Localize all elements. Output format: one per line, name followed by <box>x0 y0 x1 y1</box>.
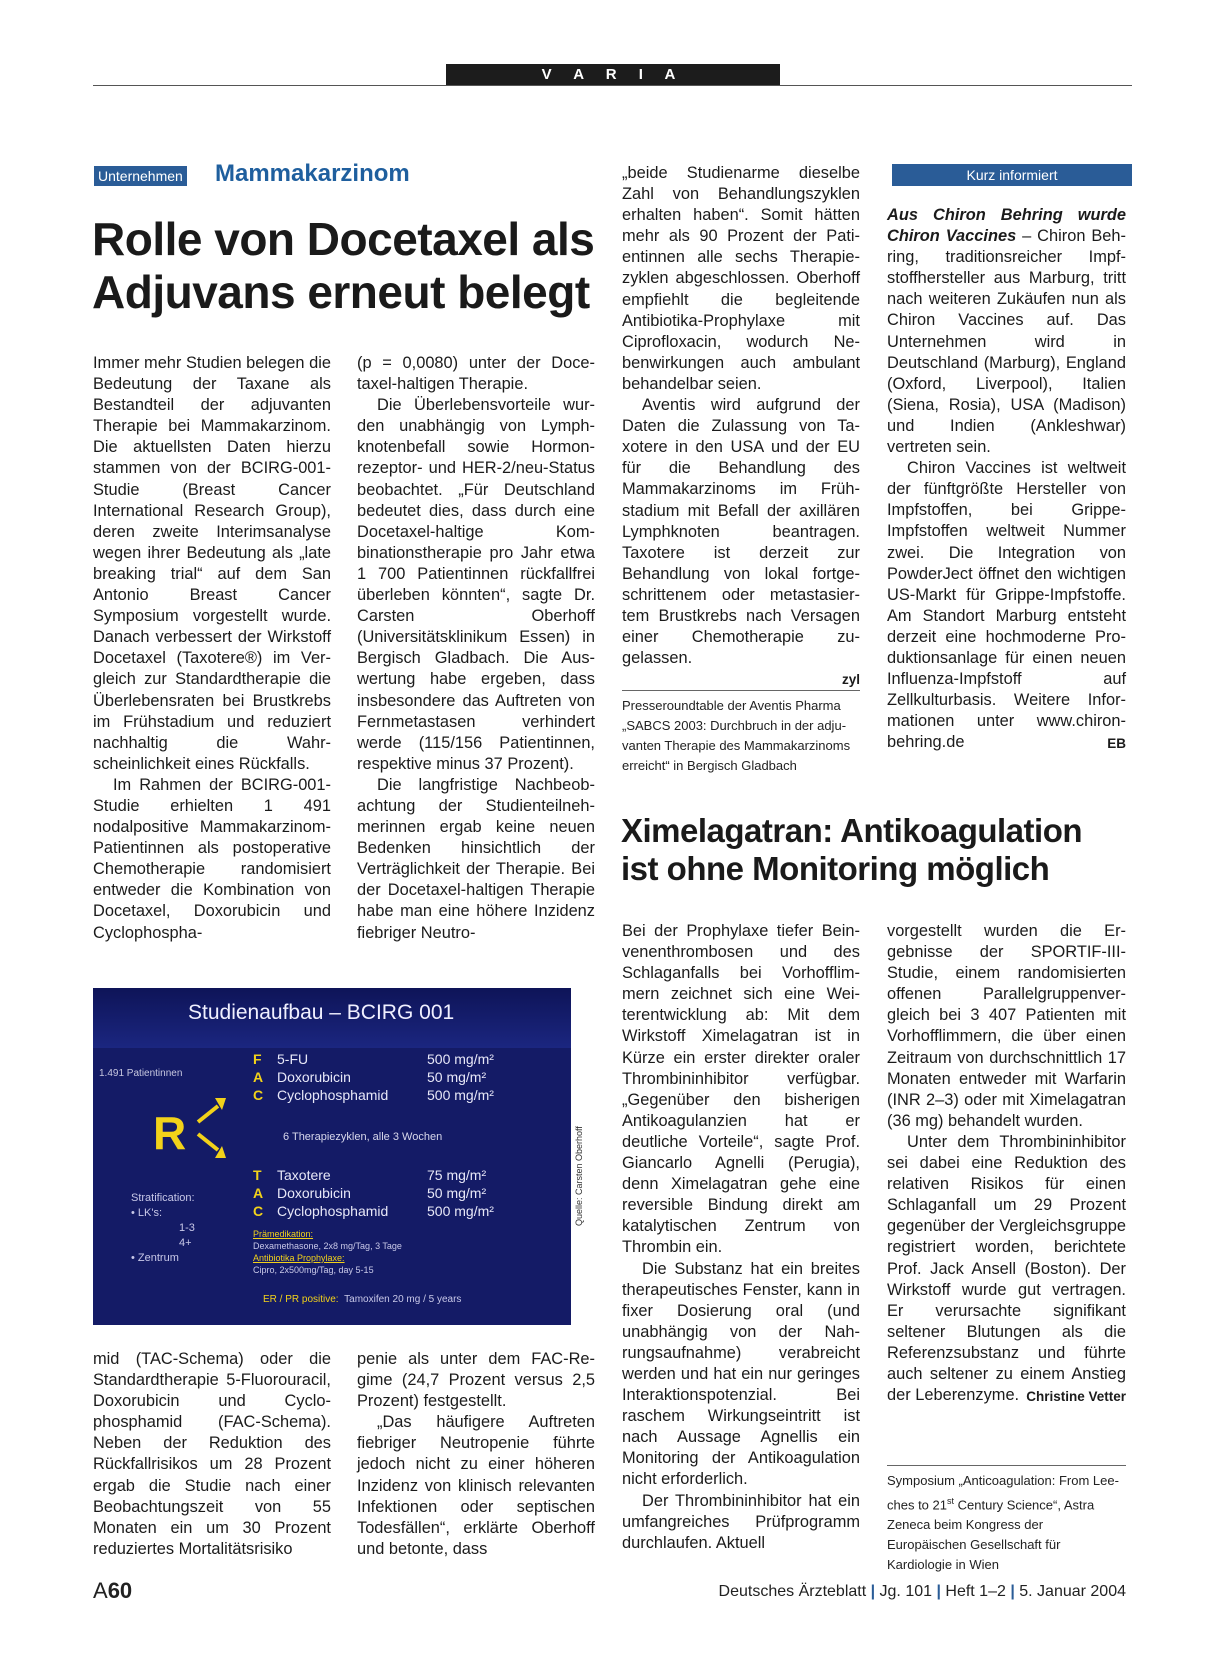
stratification: Stratification: • LK's: 1-3 4+ • Zentrum <box>131 1192 195 1264</box>
source-rule <box>887 1465 1126 1466</box>
randomization-label: R <box>153 1107 187 1159</box>
fac-arm <box>253 1050 553 1104</box>
premedication: Prämedikation: Dexamethasone, 2x8 mg/Tag, 3 Tage Antibiotika Prophylaxe: Cipro, 2x500mg/Tag, day 5-15 <box>253 1229 402 1275</box>
paragraph: (p = 0,0080) unter der Docetaxel-haltigen Therapie. <box>357 354 595 394</box>
article2-source: Symposium „Anticoagulation: From Leeches to 21st Century Science“, Astra Zeneca beim Kongress der Europäischen Gesellschaft für Kardiologie in Wien <box>887 1473 1119 1573</box>
kurz-lead: Aus Chiron Behring wurde Chiron Vaccines <box>887 206 1126 246</box>
paragraph: Die Überlebensvorteile wurden unabhängig von Lymphknotenbefall sowie Hormonrezeptor- und HER-2/neu-Status beobachtet. „Für Deutschland bedeutet dies, dass durch eine Docetaxel-haltige Kombinationstherapie pro Jahr etwa 1 700 Patientinnen rückfallfrei überleben könnten“, sagte Dr. Carsten Oberhoff (Universitätsklinikum Essen) in Bergisch Gladbach. Die Auswertung habe ergeben, dass insbesondere das Auftreten von Fernmetastasen verhindert werde (115/156 Patientinnen, respektive minus 37 Prozent). <box>357 396 595 773</box>
article-headline: Rolle von Docetaxel als Adjuvans erneut belegt <box>92 213 595 318</box>
figure-credit: Quelle: Carsten Oberhoff <box>574 1126 584 1226</box>
figure-patients: 1.491 Patientinnen <box>99 1068 183 1079</box>
paragraph: Die langfristige Nachbeobachtung der Studienteilnehmerinnen ergab keine neuen Bedenken hinsichtlich der Verträglichkeit der Therapie. Bei der Docetaxel-haltigen Therapie habe man eine höhere Inzidenz fiebriger Neutro- <box>357 775 595 942</box>
article1-column-3 <box>622 163 860 690</box>
kurz-informiert-header: Kurz informiert <box>892 164 1132 186</box>
paragraph: Unter dem Thrombininhibitor sei dabei eine Reduktion des relativen Risikos für einen Schlaganfall um 29 Prozent gegenüber der Vergleichsgruppe registriert worden, berichtete Prof. Jack Ansell (Boston). Der Wirkstoff wurde gut vertragen. Er verursachte signifikant seltener Blutungen als die Referenzsubstanz und führte auch seltener zu einem Anstieg der Leberenzyme. <box>887 1132 1126 1405</box>
article-kicker: Mammakarzinom <box>215 160 410 187</box>
category-tag: Unternehmen <box>94 166 187 186</box>
randomization-arrows <box>193 1088 233 1168</box>
tac-arm <box>253 1166 553 1220</box>
journal-footer: Deutsches Ärzteblatt | Jg. 101 | Heft 1–2 | 5. Januar 2004 <box>718 1583 1126 1600</box>
kurz-informiert-column <box>887 205 1126 755</box>
paragraph: Der Thrombininhibitor hat ein umfangreiches Prüfprogramm durchlaufen. Aktuell <box>622 1491 860 1552</box>
paragraph: Chiron Vaccines ist weltweit der fünftgrößte Hersteller von Impfstoffen, bei Grippe-Impfstoffen weltweit Nummer zwei. Die Integration von PowderJect öffnet den wichtigen US-Markt für Grippe-Impfstoffe. Am Standort Marburg entsteht derzeit eine hochmoderne Produktionsanlage für einen neuen Influenza-Impfstoff auf Zellkulturbasis. Weitere Informationen unter www.chironbehring.de <box>887 459 1126 752</box>
er-pr-note: ER / PR positive: Tamoxifen 20 mg / 5 years <box>263 1294 462 1305</box>
tac-row: C Cyclophosphamid 500 mg/m² <box>253 1203 494 1219</box>
article2-column-2 <box>887 921 1126 1407</box>
article1-column-2 <box>357 353 595 944</box>
paragraph: mid (TAC-Schema) oder die Standardtherapie 5-Fluorouracil, Doxorubicin und Cyclophosphamid (FAC-Schema). Neben der Reduktion des Rückfallrisikos um 28 Prozent ergab die Studie nach einer Beobachtungszeit von 55 Monaten ein um 30 Prozent reduziertes Mortalitätsrisiko <box>93 1350 331 1558</box>
paragraph: vorgestellt wurden die Ergebnisse der SPORTIF-III-Studie, einem randomisierten offenen Parallelgruppenvergleich bei 3 407 Patienten mit Vorhofflimmern, die über einen Zeitraum von durchschnittlich 17 Monaten entweder mit Warfarin (INR 2–3) oder mit Ximelagatran (36 mg) behandelt wurden. <box>887 922 1126 1130</box>
section-header: V A R I A <box>446 64 780 86</box>
fac-row: C Cyclophosphamid 500 mg/m² <box>253 1087 494 1103</box>
fac-row: F 5-FU 500 mg/m² <box>253 1051 494 1067</box>
paragraph: Immer mehr Studien belegen die Bedeutung der Taxane als Bestandteil der adjuvanten Therapie bei Mammakarzinom. Die aktuellsten Daten hierzu stammen von der BCIRG-001-Studie (Breast Cancer International Research Group), deren zweite Interimsanalyse wegen ihrer Bedeutung als „late breaking trial“ auf dem San Antonio Breast Cancer Symposium vorgestellt wurde. Danach verbessert der Wirkstoff Docetaxel (Taxotere®) im Vergleich zur Standardtherapie die Überlebensraten bei Brustkrebs im Frühstadium und reduziert nachhaltig die Wahrscheinlichkeit eines Rückfalls. <box>93 354 331 773</box>
tac-row: A Doxorubicin 50 mg/m² <box>253 1185 487 1201</box>
figure-title: Studienaufbau – BCIRG 001 <box>188 1001 455 1024</box>
article1-column-1 <box>93 353 331 944</box>
paragraph: Bei der Prophylaxe tiefer Beinvenenthrombosen und des Schlaganfalls bei Vorhofflimmern zeichnet sich eine Weiterentwicklung ab: Mit dem Wirkstoff Ximelagatran ist in Kürze ein erster direkter oraler Thrombininhibitor verfügbar. „Gegenüber den bisherigen Antikoagulanzien hat er deutliche Vorteile“, sagte Prof. Giancarlo Agnelli (Perugia), denn Ximelagatran gehe eine reversible Bindung direkt am katalytischen Zentrum von Thrombin ein. <box>622 922 860 1257</box>
paragraph: Aus Chiron Behring wurde Chiron Vaccines – Chiron Behring, traditionsreicher Impfstoffhersteller aus Marburg, tritt nach weiteren Zukäufen nun als Chiron Vaccines auf. Das Unternehmen wird in Deutschland (Marburg), England (Oxford, Liverpool), Italien (Siena, Rosia), USA (Madison) und Indien (Ankleshwar) vertreten sein. <box>887 206 1126 457</box>
tac-row: T Taxotere 75 mg/m² <box>253 1167 487 1183</box>
figure-cycles: 6 Therapiezyklen, alle 3 Wochen <box>283 1131 443 1143</box>
page-number: A60 <box>93 1578 133 1603</box>
author-signature: zyl <box>841 672 860 688</box>
article1-source: Presseroundtable der Aventis Pharma „SABCS 2003: Durchbruch in der adjuvanten Therapie des Mammakarzinoms erreicht“ in Bergisch Gladbach <box>622 698 851 773</box>
article1-column-1-continued <box>93 1349 331 1560</box>
source-rule <box>622 690 860 691</box>
article1-column-2-continued <box>357 1349 595 1560</box>
author-signature: EB <box>1107 736 1126 752</box>
paragraph: „Das häufigere Auftreten fiebriger Neutropenie führte jedoch nicht zu einer höheren Inzidenz von klinisch relevanten Infektionen oder septischen Todesfällen“, erklärte Oberhoff und betonte, dass <box>357 1413 595 1558</box>
paragraph: Im Rahmen der BCIRG-001-Studie erhielten 1 491 nodalpositive Mammakarzinom-Patientinnen als postoperative Chemotherapie randomisiert entweder die Kombination von Docetaxel, Doxorubicin und Cyclophospha- <box>93 775 331 942</box>
paragraph: Die Substanz hat ein breites therapeutisches Fenster, kann in fixer Dosierung oral (und unabhängig von der Nahrungsaufnahme) verabreicht werden und hat ein nur geringes Interaktionspotenzial. Bei raschem Wirkungseintritt ist nach Aussage Agnellis ein Monitoring der Antikoagulation nicht erforderlich. <box>622 1259 860 1489</box>
fac-row: A Doxorubicin 50 mg/m² <box>253 1069 487 1085</box>
article2-headline: Ximelagatran: Antikoagulation ist ohne Monitoring möglich <box>621 812 1083 887</box>
paragraph: Aventis wird aufgrund der Daten die Zulassung von Taxotere in den USA und der EU für die Behandlung des Mammakarzinoms im Frühstadium mit Befall der axillären Lymphknoten beantragen. Taxotere ist derzeit zur Behandlung von lokal fortgeschrittenem oder metastasiertem Brustkrebs nach Versagen einer Chemotherapie zugelassen. <box>622 396 860 668</box>
study-design-figure <box>93 988 571 1325</box>
paragraph: penie als unter dem FAC-Regime (24,7 Prozent versus 2,5 Prozent) festgestellt. <box>357 1350 595 1411</box>
article2-column-1 <box>622 921 860 1554</box>
paragraph: „beide Studienarme dieselbe Zahl von Behandlungszyklen erhalten haben“. Somit hätten mehr als 90 Prozent der Patientinnen alle sechs Therapiezyklen abgeschlossen. Oberhoff empfiehlt die begleitende Antibiotika-Prophylaxe mit Ciprofloxacin, wodurch Nebenwirkungen auch ambulant behandelbar seien. <box>622 164 860 393</box>
author-signature: Christine Vetter <box>1026 1389 1126 1405</box>
header-rule <box>93 85 1132 86</box>
